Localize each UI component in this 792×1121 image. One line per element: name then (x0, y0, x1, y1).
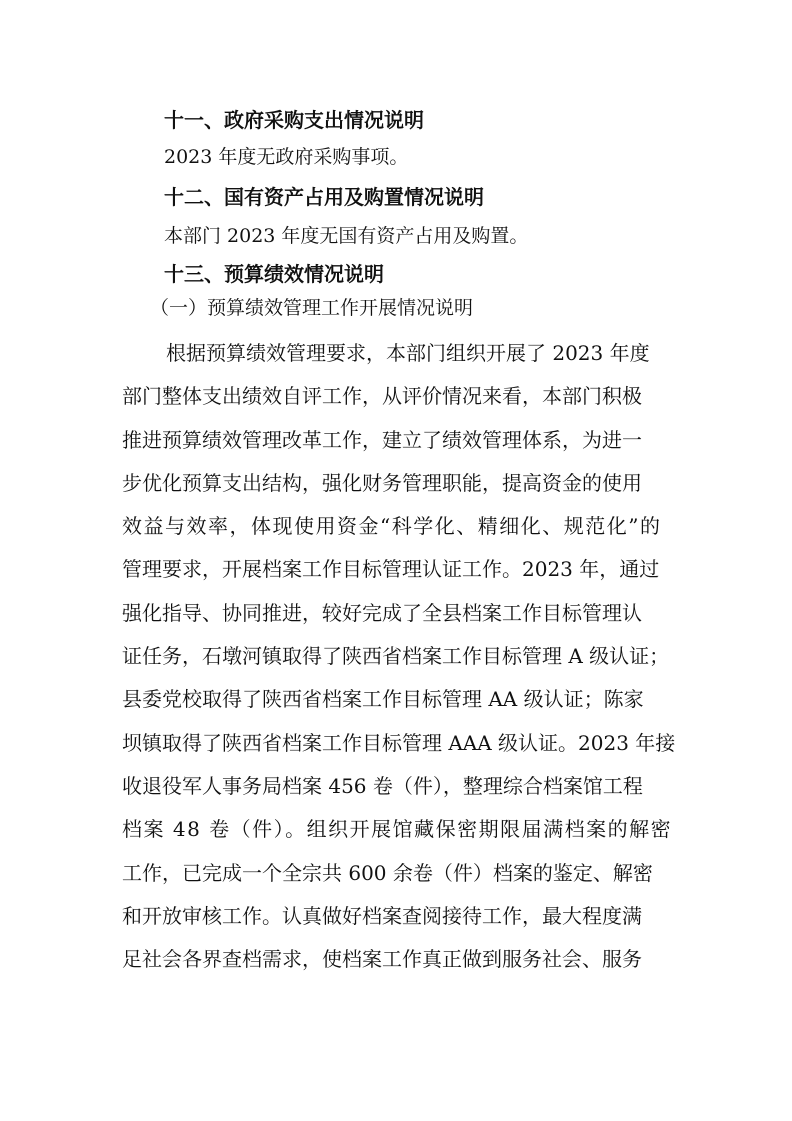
paragraph-line: 根据预算绩效管理要求，本部门组织开展了 2023 年度 (166, 341, 650, 365)
paragraph-line: 足社会各界查档需求，使档案工作真正做到服务社会、服务 (122, 947, 642, 972)
paragraph-line: 管理要求，开展档案工作目标管理认证工作。2023 年，通过 (122, 557, 660, 582)
paragraph-line: 强化指导、协同推进，较好完成了全县档案工作目标管理认 (122, 600, 642, 625)
paragraph-line: 和开放审核工作。认真做好档案查阅接待工作，最大程度满 (122, 903, 642, 928)
paragraph-line: 收退役军人事务局档案 456 卷（件），整理综合档案馆工程 (122, 773, 643, 798)
section-13-heading: 十三、预算绩效情况说明 (164, 262, 384, 286)
section-11-text: 2023 年度无政府采购事项。 (164, 146, 409, 168)
paragraph-line: 证任务，石墩河镇取得了陕西省档案工作目标管理 A 级认证； (122, 644, 670, 669)
section-13-subheading: （一）预算绩效管理工作开展情况说明 (150, 297, 474, 319)
section-12-heading: 十二、国有资产占用及购置情况说明 (164, 185, 484, 209)
section-11-heading: 十一、政府采购支出情况说明 (164, 108, 424, 132)
paragraph-line: 档案 48 卷（件）。组织开展馆藏保密期限届满档案的解密 (122, 817, 673, 842)
paragraph-line: 县委党校取得了陕西省档案工作目标管理 AA 级认证；陈家 (122, 687, 644, 712)
paragraph-line: 坝镇取得了陕西省档案工作目标管理 AAA 级认证。2023 年接 (122, 730, 676, 755)
paragraph-line: 部门整体支出绩效自评工作，从评价情况来看，本部门积极 (122, 384, 642, 409)
paragraph-line: 步优化预算支出结构，强化财务管理职能，提高资金的使用 (122, 470, 642, 495)
section-12-text: 本部门 2023 年度无国有资产占用及购置。 (164, 225, 529, 247)
paragraph-line: 推进预算绩效管理改革工作，建立了绩效管理体系，为进一 (122, 427, 642, 452)
section-13-paragraph (122, 332, 676, 981)
paragraph-line: 工作，已完成一个全宗共 600 余卷（件）档案的鉴定、解密 (122, 860, 653, 885)
paragraph-line: 效益与效率，体现使用资金“科学化、精细化、规范化”的 (122, 514, 662, 539)
